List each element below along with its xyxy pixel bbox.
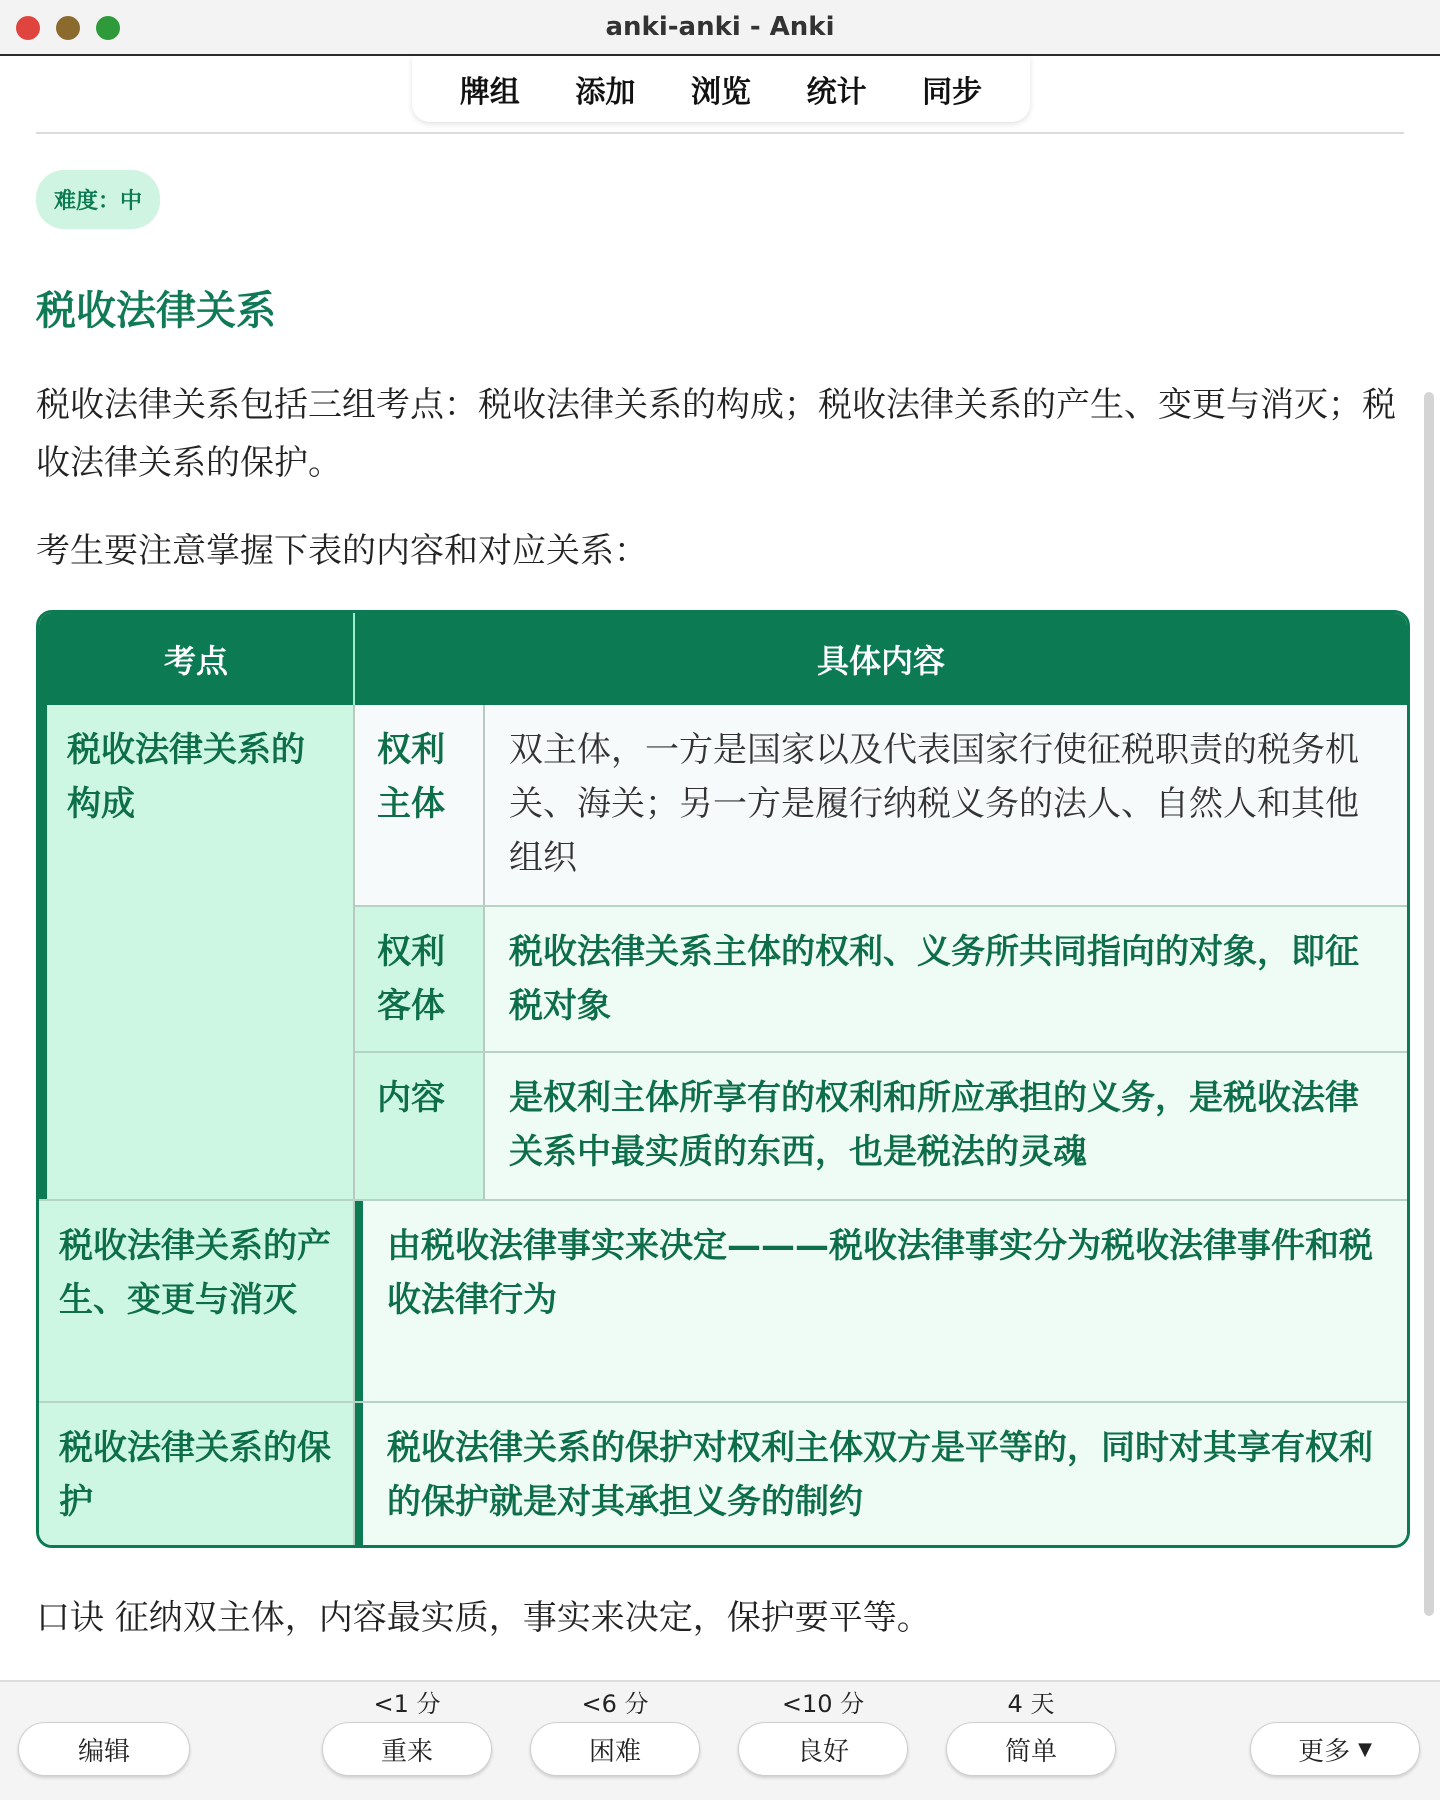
sub-rights-object: 权利客体	[355, 907, 485, 1053]
intro-paragraph: 税收法律关系包括三组考点：税收法律关系的构成；税收法律关系的产生、变更与消灭；税收法律关系的保护。	[36, 385, 1396, 483]
again-button[interactable]	[322, 1722, 492, 1776]
row-divider	[355, 1051, 1410, 1053]
answer-bar	[0, 1680, 1440, 1800]
row-accent-bar	[355, 1201, 363, 1548]
edit-button-label: 编辑	[77, 1736, 130, 1767]
point-protection: 税收法律关系的保护	[39, 1403, 355, 1548]
row-divider	[355, 905, 1410, 907]
difficulty-badge: 难度：中	[36, 170, 160, 229]
nav-sync[interactable]: 同步	[922, 75, 983, 110]
header-content: 具体内容	[816, 642, 945, 680]
card-content	[36, 170, 1408, 576]
good-button[interactable]	[738, 1722, 908, 1776]
interval-again: <1 分	[373, 1690, 441, 1718]
hard-button-label: 困难	[588, 1736, 641, 1767]
window-title: anki-anki - Anki	[605, 12, 835, 42]
desc-rights-object: 税收法律关系主体的权利、义务所共同指向的对象，即征税对象	[485, 907, 1410, 1053]
interval-good: <10 分	[781, 1690, 865, 1718]
nav-add[interactable]: 添加	[575, 75, 636, 110]
good-button-label: 良好	[796, 1736, 849, 1767]
nav-browse[interactable]: 浏览	[690, 75, 751, 110]
content-table	[36, 610, 1410, 1548]
interval-hard: <6 分	[581, 1690, 649, 1718]
nav-divider	[36, 132, 1404, 134]
desc-rights-subject: 双主体，一方是国家以及代表国家行使征税职责的税务机关、海关；另一方是履行纳税义务的法人、自然人和其他组织	[485, 705, 1410, 907]
more-button[interactable]	[1250, 1722, 1420, 1776]
header-point: 考点	[39, 613, 355, 705]
nav-decks[interactable]: 牌组	[459, 75, 520, 110]
sub-rights-subject: 权利主体	[355, 705, 485, 907]
point-composition: 税收法律关系的构成	[39, 705, 355, 1201]
table-header	[39, 613, 1407, 705]
more-button-label: 更多	[1298, 1736, 1351, 1767]
easy-button-label: 简单	[1004, 1736, 1057, 1767]
edit-button[interactable]	[18, 1722, 190, 1776]
hard-button[interactable]	[530, 1722, 700, 1776]
nav-stats[interactable]: 统计	[806, 75, 867, 110]
desc-creation-change: 由税收法律事实来决定———税收法律事实分为税收法律事件和税收法律行为	[363, 1201, 1410, 1403]
instruction-paragraph: 考生要注意掌握下表的内容和对应关系：	[36, 531, 648, 571]
easy-button[interactable]	[946, 1722, 1116, 1776]
vertical-scrollbar[interactable]	[1424, 392, 1434, 1616]
title-bar	[0, 0, 1440, 56]
mnemonic-text: 口诀 征纳双主体，内容最实质，事实来决定，保护要平等。	[36, 1598, 931, 1638]
card-title: 税收法律关系	[36, 288, 276, 334]
caret-down-icon: ▼	[1358, 1738, 1372, 1760]
sub-content: 内容	[355, 1053, 485, 1201]
again-button-label: 重来	[380, 1736, 433, 1767]
desc-protection: 税收法律关系的保护对权利主体双方是平等的，同时对其享有权利的保护就是对其承担义务的制约	[363, 1403, 1410, 1548]
desc-content: 是权利主体所享有的权利和所应承担的义务，是税收法律关系中最实质的东西，也是税法的灵魂	[485, 1053, 1410, 1201]
point-creation-change: 税收法律关系的产生、变更与消灭	[39, 1201, 355, 1403]
top-navigation	[412, 56, 1030, 122]
interval-easy: 4 天	[1007, 1690, 1055, 1718]
